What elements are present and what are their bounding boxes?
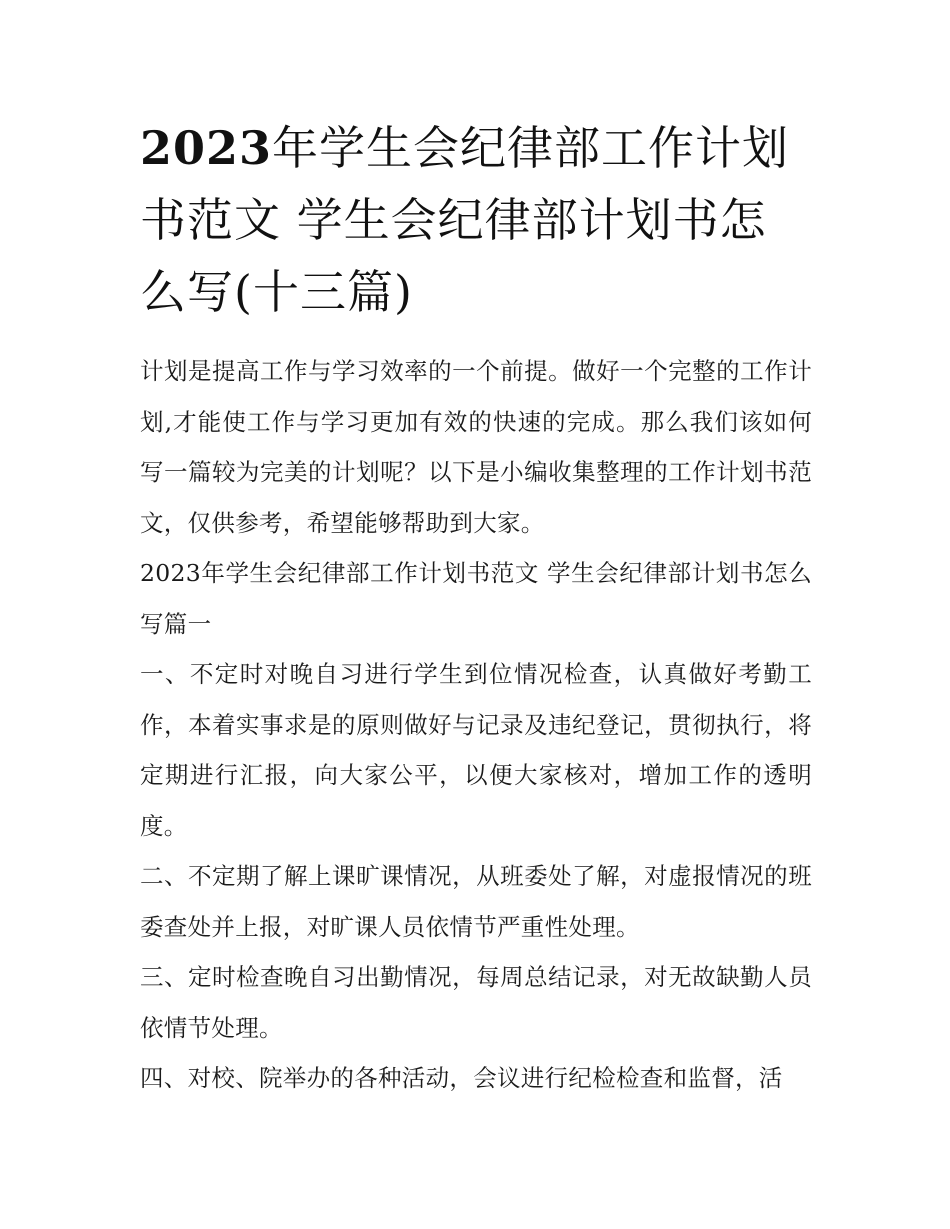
item-paragraph-3: 三、定时检查晚自习出勤情况，每周总结记录，对无故缺勤人员依情节处理。 (140, 963, 812, 1042)
document-body (140, 346, 812, 1104)
intro-paragraph: 计划是提高工作与学习效率的一个前提。做好一个完整的工作计划,才能使工作与学习更加有效的快速的完成。那么我们该如何写一篇较为完美的计划呢？以下是小编收集整理的工作计划书范文，仅供参考，希望能够帮助到大家。 (140, 357, 812, 537)
document-title (140, 112, 812, 328)
section-heading: 2023年学生会纪律部工作计划书范文 学生会纪律部计划书怎么写篇一 (140, 559, 812, 638)
document-page (140, 112, 812, 1104)
item-paragraph-4: 四、对校、院举办的各种活动，会议进行纪检检查和监督，活 (140, 1064, 783, 1092)
document-title-year: 2023 (140, 121, 273, 175)
document-title-text: 年学生会纪律部工作计划书范文 学生会纪律部计划书怎么写(十三篇) (140, 121, 790, 319)
item-paragraph-2: 二、不定期了解上课旷课情况，从班委处了解，对虚报情况的班委查处并上报，对旷课人员依情节严重性处理。 (140, 862, 812, 941)
item-paragraph-1: 一、不定时对晚自习进行学生到位情况检查，认真做好考勤工作，本着实事求是的原则做好与记录及违纪登记，贯彻执行，将定期进行汇报，向大家公平，以便大家核对，增加工作的透明度。 (140, 660, 812, 840)
